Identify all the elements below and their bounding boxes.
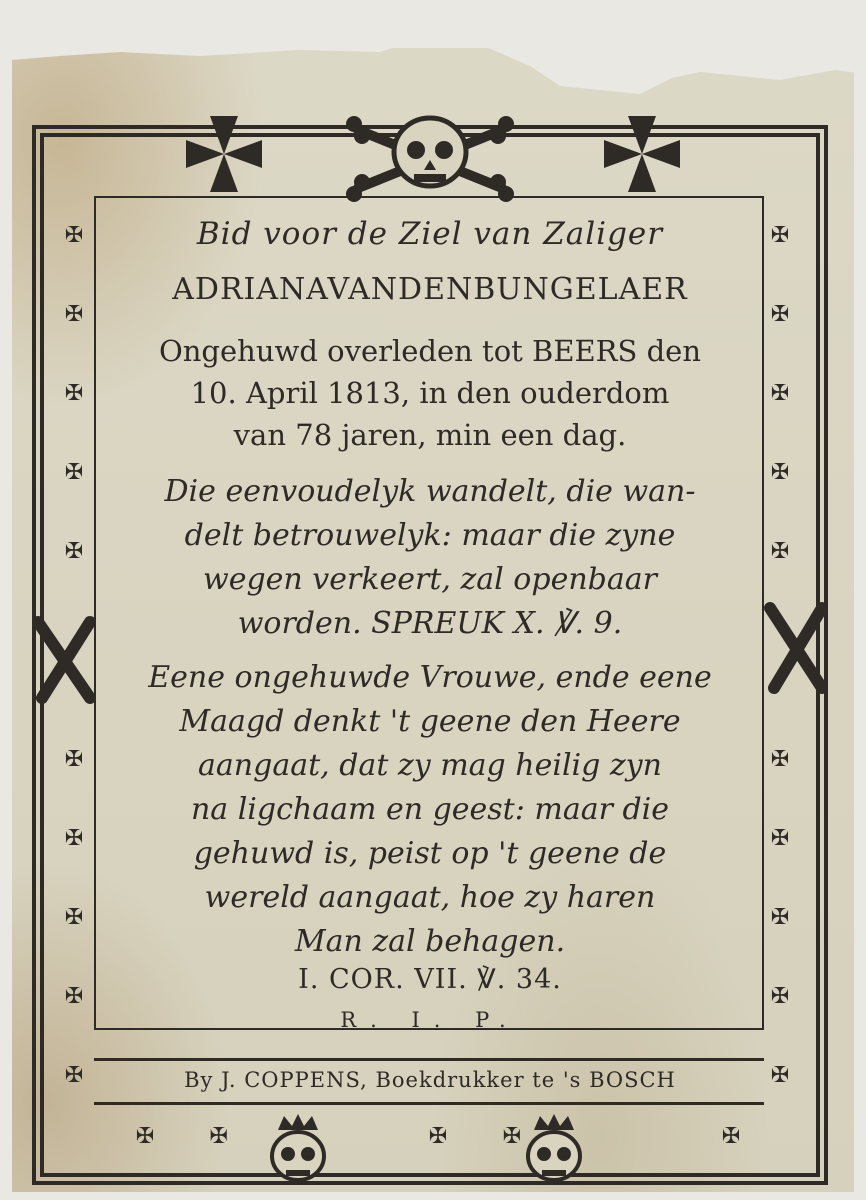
small-cross-icon: ✠ [64, 747, 84, 772]
small-cross-icon: ✠ [770, 302, 790, 327]
small-cross-icon: ✠ [64, 302, 84, 327]
verse-line: Die eenvoudelyk wandelt, die wan- [164, 474, 696, 509]
verse-line: wegen verkeert, zal openbaar [203, 562, 657, 597]
verse-line: Man zal behagen. [294, 924, 566, 959]
small-cross-icon: ✠ [64, 539, 84, 564]
verse-line: wereld aangaat, hoe zy haren [204, 880, 656, 915]
small-cross-icon: ✠ [64, 381, 84, 406]
corinthians-verse [96, 656, 764, 964]
small-cross-icon: ✠ [64, 223, 84, 248]
small-cross-icon: ✠ [64, 905, 84, 930]
small-cross-icon: ✠ [770, 539, 790, 564]
small-cross-icon: ✠ [209, 1124, 228, 1149]
bottom-cross-row [108, 1112, 768, 1162]
scripture-reference-block [96, 964, 764, 995]
verse-line: worden. SPREUK X. ℣. 9. [237, 606, 623, 641]
death-line-3: van 78 jaren, min een dag. [233, 418, 627, 452]
small-cross-icon: ✠ [770, 223, 790, 248]
right-cross-column-top [758, 196, 802, 591]
small-cross-icon: ✠ [64, 460, 84, 485]
small-cross-icon: ✠ [428, 1124, 448, 1149]
small-cross-icon: ✠ [770, 381, 790, 406]
torn-edge [0, 0, 866, 110]
rip-text: R. I. P. [340, 1008, 520, 1032]
small-cross-icon: ✠ [502, 1124, 521, 1149]
printer-rule-bottom [94, 1102, 764, 1105]
death-line-2: 10. April 1813, in den ouderdom [190, 376, 670, 410]
deceased-name: ADRIANAVANDENBUNGELAER [172, 272, 688, 307]
small-cross-icon: ✠ [770, 1063, 790, 1088]
prayer-line: Bid voor de Ziel van Zaliger [196, 216, 664, 252]
scripture-reference: I. COR. VII. ℣. 34. [298, 964, 562, 995]
maltese-cross-icon [598, 112, 686, 196]
verse-line: na ligchaam en geest: maar die [190, 792, 670, 827]
verse-line: Maagd denkt 't geene den Heere [179, 704, 681, 739]
left-cross-column-top [52, 196, 96, 591]
left-cross-column-bottom [52, 720, 96, 1115]
right-cross-column-bottom [758, 720, 802, 1115]
verse-line: aangaat, dat zy mag heilig zyn [198, 748, 662, 783]
small-cross-icon: ✠ [770, 460, 790, 485]
rip-block [96, 1008, 764, 1032]
small-cross-icon: ✠ [721, 1124, 741, 1149]
deceased-name-block [96, 272, 764, 307]
skull-crossbones-icon [344, 110, 516, 204]
small-cross-icon: ✠ [135, 1124, 155, 1149]
printer-credit: By J. COPPENS, Boekdrukker te 's BOSCH [184, 1068, 676, 1092]
small-cross-icon: ✠ [770, 747, 790, 772]
verse-line: delt betrouwelyk: maar die zyne [184, 518, 676, 553]
small-cross-icon: ✠ [64, 1063, 84, 1088]
verse-line: Eene ongehuwde Vrouwe, ende eene [148, 660, 712, 695]
crossed-bones-icon [760, 598, 836, 698]
maltese-cross-icon [180, 112, 268, 196]
printer-rule-top [94, 1058, 764, 1061]
small-cross-icon: ✠ [64, 826, 84, 851]
crossed-bones-icon [28, 612, 104, 708]
small-cross-icon: ✠ [64, 984, 84, 1009]
death-details [96, 330, 764, 456]
small-cross-icon: ✠ [770, 984, 790, 1009]
verse-line: gehuwd is, peist op 't geene de [193, 836, 667, 871]
printer-block [96, 1068, 764, 1092]
card-heading [96, 216, 764, 252]
proverb-verse [96, 470, 764, 646]
death-line-1: Ongehuwd overleden tot BEERS den [158, 334, 702, 368]
small-cross-icon: ✠ [770, 826, 790, 851]
small-cross-icon: ✠ [770, 905, 790, 930]
